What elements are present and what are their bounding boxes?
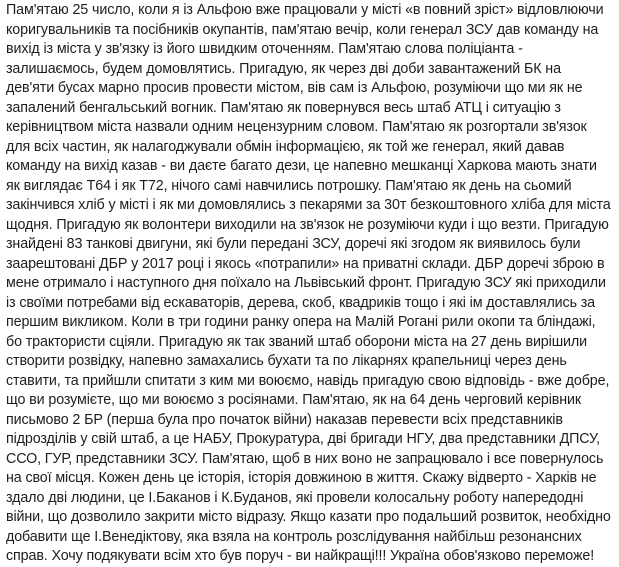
post-text: Пам'ятаю 25 число, коли я із Альфою вже працювали у місті «в повний зріст» відловлюючи коригувальників та посібників окупантів, пам'ятаю вечір, коли генерал ЗСУ дав команду на вихід із міста у зв'язку із його швидким оточенням. Пам'ятаю слова поліціанта - залишаємось, будем домовлятись. Пригадую, як через дві доби завантажений БК на дев'яти бусах марно просив провести містом, вів сам із Альфою, розуміючи що ми як не запалений бенгальський вогник. Пам'ятаю як повернувся весь штаб АТЦ і ситуацію з керівництвом міста назвали одним нецензурним словом. Пам'ятаю як розгортали зв'язок для всіх частин, як налагоджували обмін інформацією, як той же генерал, який давав команду на вихід казав - ви даєте багато дези, це напевно мешканці Харкова мають знати як виглядає Т64 і як Т72, нічого самі навчились потрошку. Пам'ятаю як день на сьомий закінчився хліб у місті і як ми домовлялись з пекарями за 30т безкоштовного хліба для міста щодня. Пригадую як волонтери виходили на зв'язок не розуміючи куди і що везти. Пригадую знайдені 83 танкові двигуни, які були передані ЗСУ, доречі які згодом як виявилось були заарештовані ДБР у 2017 році і якось «потрапили» на приватні склади. ДБР доречі зброю в мене отримало і наступного дня поїхало на Львівський фронт. Пригадую ЗСУ які приходили із своїми потребами від ескаваторів, дерева, скоб, квадриків тощо і які ім доставлялись за першим викликом. Коли в три години ранку опера на Малій Рогані рили окопи та бліндажі, бо трактористи сціяли. Пригадую як так званий штаб оборони міста на 27 день вирішили створити розвідку, напевно замахались бухати та по лікарнях крапельниці через день ставити, та прийшли спитати з ким ми воюємо, навідь пригадую свою відповідь - вже добре, що ви розумієте, що ми воюємо з росіянами. Пам'ятаю, як на 64 день черговий керівник письмово 2 БР (перша була про початок війни) наказав перевести всіх представників підрозділів у свій штаб, а це НАБУ, Прокуратура, дві бригади НГУ, два представники ДПСУ, ССО, ГУР, представники ЗСУ. Пам'ятаю, щоб в них воно не запрацювало і все повернулось на свої місця. Кожен день це історія, історія довжиною в життя. Скажу відверто - Харків не здало дві людини, це І.Баканов і К.Буданов, які провели колосальну роботу напередодні війни, що дозволило закрити місто відразу. Якщо казати про подальший розвиток, необхідно добавити ще І.Венедіктову, яка взяла на контроль розслідування найбільш резонансних справ. Хочу подякувати всім хто був поруч - ви найкращі!!! Україна обов'язково переможе! [6,2,611,564]
